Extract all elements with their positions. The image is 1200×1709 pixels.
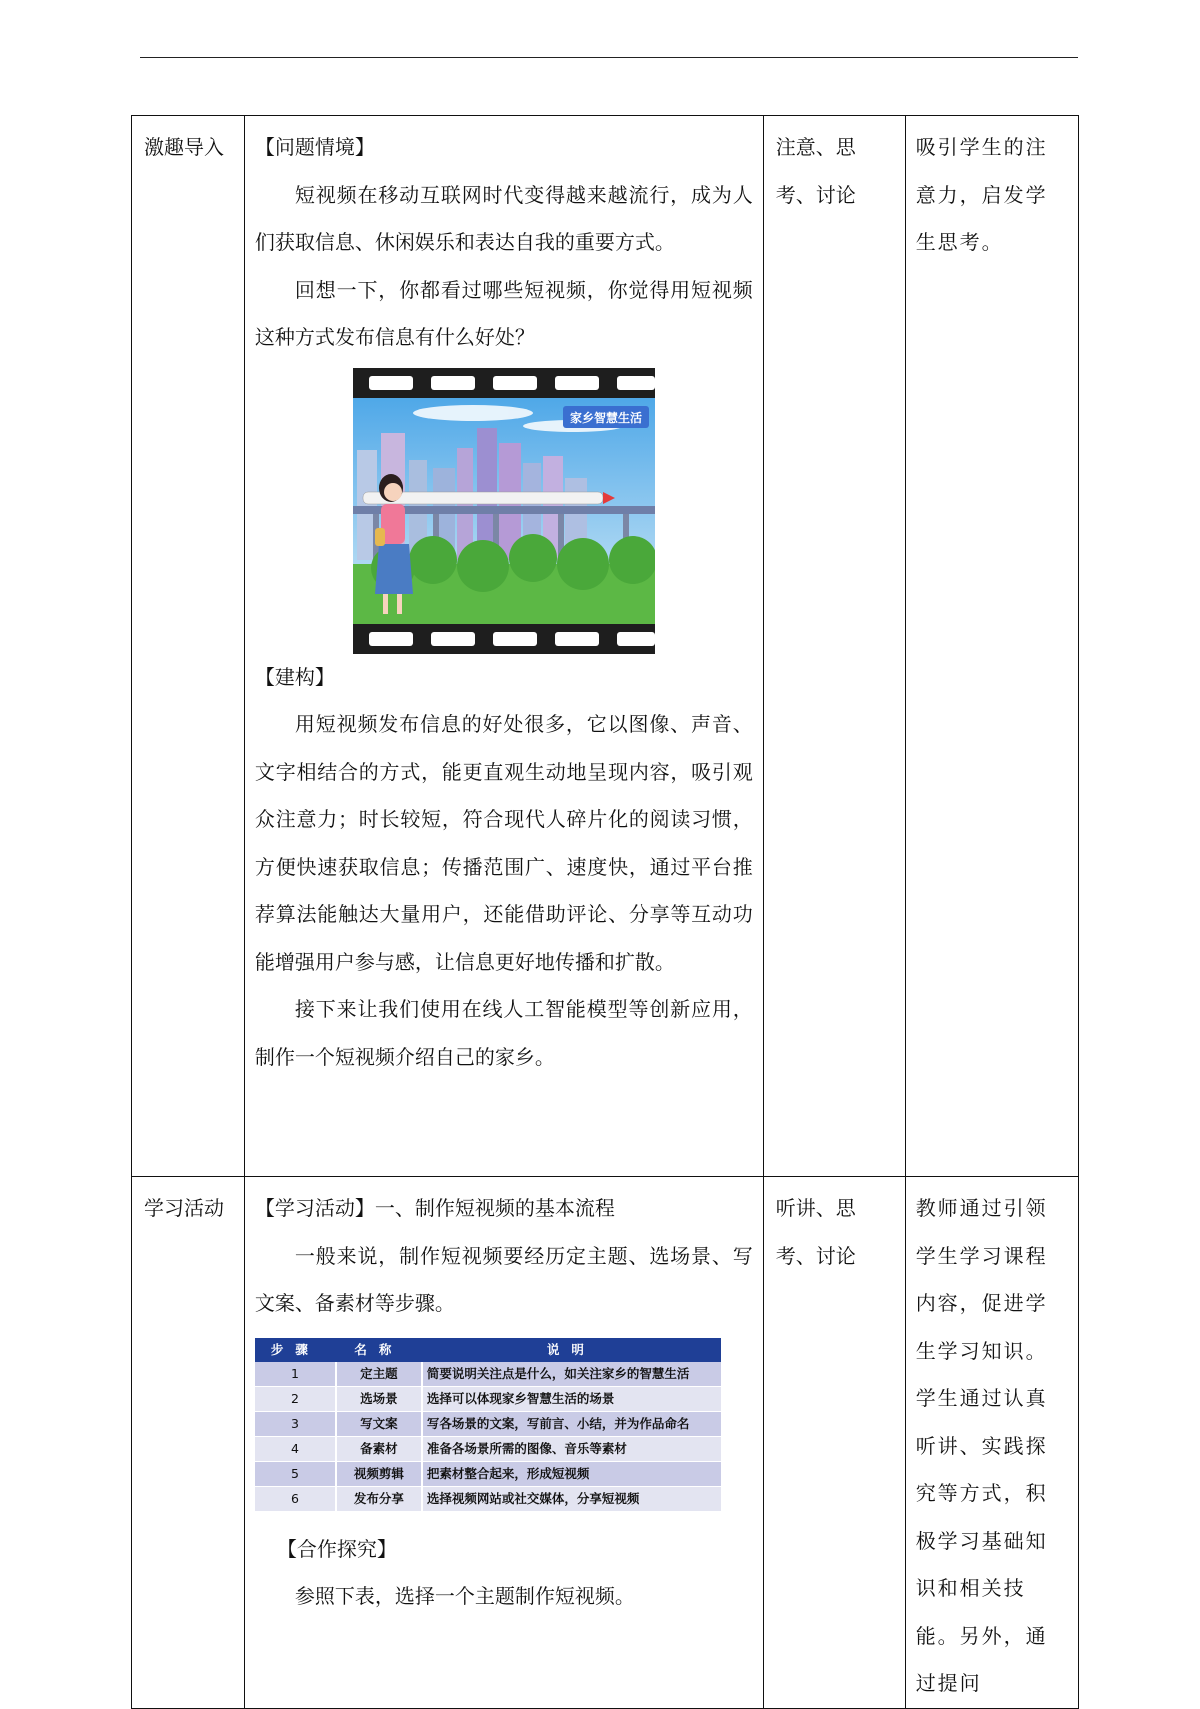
paragraph: 短视频在移动互联网时代变得越来越流行，成为人们获取信息、休闲娱乐和表达自我的重要方式。 <box>254 182 753 254</box>
step-name: 选场景 <box>336 1386 422 1411</box>
section-heading: 【合作探究】 <box>276 1536 397 1561</box>
table-row <box>255 1436 721 1461</box>
step-number: 1 <box>255 1362 336 1387</box>
step-number: 6 <box>255 1486 336 1511</box>
paragraph: 用短视频发布信息的好处很多，它以图像、声音、文字相结合的方式，能更直观生动地呈现内容，吸引观众注意力；时长较短，符合现代人碎片化的阅读习惯，方便快速获取信息；传播范围广、速度快，通过平台推荐算法能触达大量用户，还能借助评论、分享等互动功能增强用户参与感，让信息更好地传播和扩散。 <box>254 712 753 974</box>
step-desc: 准备各场景所需的图像、音乐等素材 <box>422 1436 721 1461</box>
section-heading: 【问题情境】 <box>254 135 375 159</box>
steps-table <box>255 1338 721 1512</box>
step-desc: 选择可以体现家乡智慧生活的场景 <box>422 1386 721 1411</box>
step-name: 发布分享 <box>336 1486 422 1511</box>
table-row <box>255 1411 721 1436</box>
table-row <box>255 1386 721 1411</box>
step-desc: 把素材整合起来，形成短视频 <box>422 1461 721 1486</box>
table-row <box>255 1486 721 1511</box>
step-desc: 写各场景的文案，写前言、小结，并为作品命名 <box>422 1411 721 1436</box>
student-activity-cell: 注意、思考、讨论 <box>763 116 905 1177</box>
step-name: 定主题 <box>336 1362 422 1387</box>
step-number: 3 <box>255 1411 336 1436</box>
step-desc: 选择视频网站或社交媒体，分享短视频 <box>422 1486 721 1511</box>
content-cell <box>244 116 763 1177</box>
image-caption: 家乡智慧生活 <box>569 410 642 425</box>
table-row <box>255 1461 721 1486</box>
paragraph: 参照下表，选择一个主题制作短视频。 <box>294 1584 635 1608</box>
section-heading: 【学习活动】一、制作短视频的基本流程 <box>254 1196 615 1220</box>
step-name: 视频剪辑 <box>336 1461 422 1486</box>
paragraph: 接下来让我们使用在线人工智能模型等创新应用，制作一个短视频介绍自己的家乡。 <box>254 997 753 1069</box>
table-row <box>255 1362 721 1387</box>
step-desc: 简要说明关注点是什么，如关注家乡的智慧生活 <box>422 1362 721 1387</box>
content-cell <box>244 1177 763 1709</box>
lesson-row-intro <box>132 116 1079 1177</box>
design-intent-cell: 教师通过引领学生学习课程内容，促进学生学习知识。学生通过认真听讲、实践探究等方式，积极学习基础知识和相关技能。另外，通过提问 <box>905 1177 1078 1709</box>
step-number: 4 <box>255 1436 336 1461</box>
student-activity-cell: 听讲、思考、讨论 <box>763 1177 905 1709</box>
step-number: 2 <box>255 1386 336 1411</box>
film-strip-illustration <box>255 368 753 654</box>
header-rule <box>140 57 1078 58</box>
step-name: 写文案 <box>336 1411 422 1436</box>
paragraph: 回想一下，你都看过哪些短视频，你觉得用短视频这种方式发布信息有什么好处？ <box>254 277 753 349</box>
section-heading: 【建构】 <box>254 664 335 689</box>
stage-cell: 激趣导入 <box>132 116 245 1177</box>
step-name: 备素材 <box>336 1436 422 1461</box>
step-number: 5 <box>255 1461 336 1486</box>
paragraph: 一般来说，制作短视频要经历定主题、选场景、写文案、备素材等步骤。 <box>254 1243 753 1315</box>
design-intent-cell: 吸引学生的注意力，启发学生思考。 <box>905 116 1078 1177</box>
table-header-step: 步骤 <box>255 1338 336 1362</box>
lesson-row-activity <box>132 1177 1079 1709</box>
table-header-name: 名称 <box>336 1338 422 1362</box>
stage-cell: 学习活动 <box>132 1177 245 1709</box>
table-header-desc: 说明 <box>422 1338 721 1362</box>
lesson-plan-table <box>131 115 1079 1709</box>
